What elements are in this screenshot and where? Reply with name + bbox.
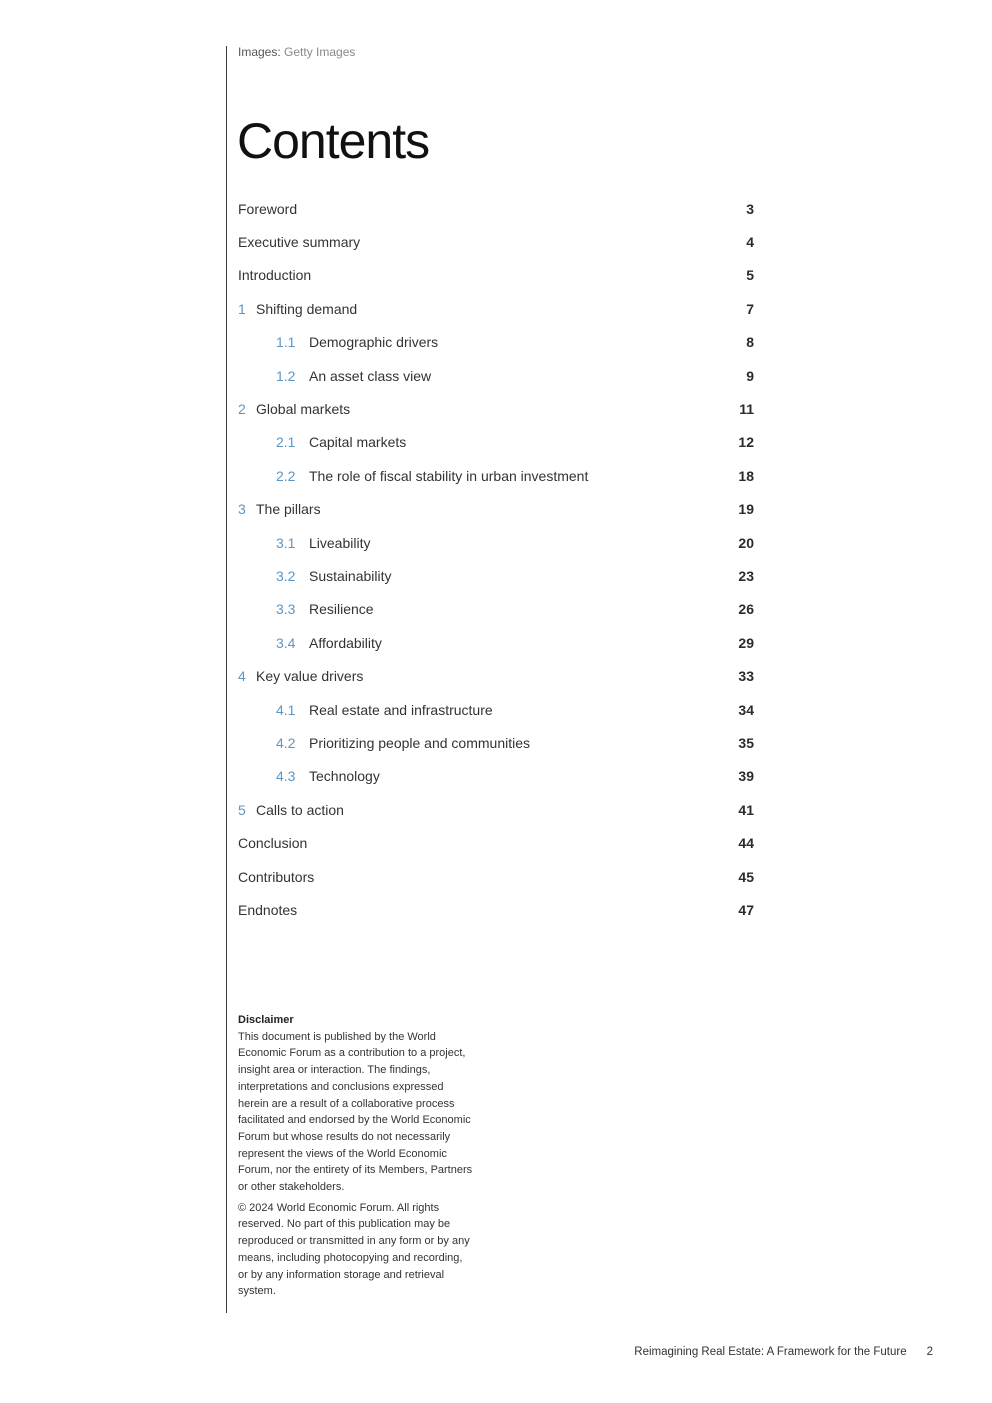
toc-entry-page-number: 47 <box>738 901 754 918</box>
toc-entry-page-number: 7 <box>746 300 754 317</box>
toc-entry-number: 3.4 <box>276 634 296 651</box>
credit-value: Getty Images <box>284 45 356 59</box>
disclaimer-heading: Disclaimer <box>238 1014 294 1026</box>
toc-entry-label: Introduction <box>238 267 312 284</box>
toc-entry-label: Demographic drivers <box>309 334 439 351</box>
toc-entry-label: Liveability <box>309 534 371 551</box>
toc-entry-number: 1 <box>238 300 246 317</box>
toc-entry[interactable] <box>238 593 754 626</box>
toc-entry-page-number: 19 <box>738 501 754 518</box>
toc-entry-page-number: 12 <box>738 434 754 451</box>
toc-entry[interactable] <box>238 726 754 759</box>
toc-entry-number: 4 <box>238 668 246 685</box>
toc-entry-page-number: 18 <box>738 467 754 484</box>
toc-entry-page-number: 35 <box>738 734 754 751</box>
toc-entry-label: Executive summary <box>238 234 361 251</box>
toc-entry-number: 5 <box>238 801 246 818</box>
toc-entry-label: Conclusion <box>238 835 308 852</box>
toc-entry[interactable] <box>238 192 754 225</box>
toc-entry-label: Endnotes <box>238 901 298 918</box>
toc-entry-label: An asset class view <box>309 367 432 384</box>
toc-entry-label: Contributors <box>238 868 315 885</box>
toc-entry[interactable] <box>238 659 754 692</box>
toc-entry-label: Shifting demand <box>256 300 358 317</box>
toc-entry-label: Calls to action <box>256 801 344 818</box>
toc-entry-page-number: 33 <box>738 668 754 685</box>
toc-entry-label: The pillars <box>256 501 321 518</box>
toc-entry-number: 1.2 <box>276 367 296 384</box>
toc-entry-page-number: 44 <box>738 835 754 852</box>
toc-entry-number: 1.1 <box>276 334 296 351</box>
toc-entry-number: 2 <box>238 401 246 418</box>
toc-entry[interactable] <box>238 793 754 826</box>
footer-page-number: 2 <box>926 1346 933 1358</box>
toc-entry[interactable] <box>238 292 754 325</box>
toc-entry-page-number: 26 <box>738 601 754 618</box>
toc-entry-label: Capital markets <box>309 434 407 451</box>
toc-entry[interactable] <box>238 225 754 258</box>
toc-entry-number: 3.2 <box>276 567 296 584</box>
toc-entry-label: Key value drivers <box>256 668 364 685</box>
toc-entry-label: Prioritizing people and communities <box>309 734 530 751</box>
toc-entry-page-number: 9 <box>746 367 754 384</box>
copyright-notice: © 2024 World Economic Forum. All rights reserved. No part of this publication may be reproduced or transmitted in any form or by any means, including photocopying and recording, or by any information storage and retrieval system. <box>238 1201 470 1298</box>
toc-entry-page-number: 11 <box>739 401 754 418</box>
toc-entry-page-number: 29 <box>738 634 754 651</box>
page-footer <box>634 1346 933 1358</box>
toc-entry-label: Real estate and infrastructure <box>309 701 493 718</box>
toc-entry[interactable] <box>238 259 754 292</box>
page-title: Contents <box>237 113 430 169</box>
toc-entry-page-number: 41 <box>738 801 754 818</box>
toc-entry-page-number: 34 <box>738 701 754 718</box>
toc-entry-page-number: 3 <box>746 200 754 217</box>
toc-entry-label: Sustainability <box>309 567 392 584</box>
footer-title-rest: A Framework for the Future <box>764 1346 907 1358</box>
toc-entry-page-number: 23 <box>738 567 754 584</box>
toc-entry-number: 4.3 <box>276 768 296 785</box>
toc-entry-label: The role of fiscal stability in urban investment <box>309 467 589 484</box>
toc-entry[interactable] <box>238 760 754 793</box>
toc-entry-page-number: 45 <box>738 868 754 885</box>
toc-entry-number: 4.2 <box>276 734 296 751</box>
toc-entry-label: Foreword <box>238 200 298 217</box>
toc-entry-label: Resilience <box>309 601 374 618</box>
toc-entry[interactable] <box>238 860 754 893</box>
table-of-contents <box>238 192 754 927</box>
toc-entry-number: 4.1 <box>276 701 296 718</box>
toc-entry-number: 3.3 <box>276 601 296 618</box>
toc-entry-number: 2.1 <box>276 434 296 451</box>
toc-entry[interactable] <box>238 526 754 559</box>
toc-entry[interactable] <box>238 426 754 459</box>
toc-entry[interactable] <box>238 626 754 659</box>
toc-entry-number: 3 <box>238 501 246 518</box>
toc-entry[interactable] <box>238 326 754 359</box>
toc-entry-number: 2.2 <box>276 467 296 484</box>
disclaimer-body: This document is published by the World Economic Forum as a contribution to a project, insight area or interaction. The findings, interpretations and conclusions expressed herein are a result of a collaborative process facilitated and endorsed by the World Economic Forum but whose results do not necessarily represent the views of the World Economic Forum, nor the entirety of its Members, Partners or other stakeholders. <box>238 1030 473 1194</box>
footer-title-bold: Reimagining Real Estate: <box>634 1346 765 1358</box>
toc-entry-page-number: 4 <box>746 234 754 251</box>
disclaimer-block <box>238 1012 474 1300</box>
credit-label: Images: <box>238 45 281 59</box>
image-credit <box>238 44 355 60</box>
toc-entry[interactable] <box>238 493 754 526</box>
toc-entry[interactable] <box>238 559 754 592</box>
toc-entry-label: Technology <box>309 768 380 785</box>
toc-entry[interactable] <box>238 459 754 492</box>
toc-entry-page-number: 5 <box>746 267 754 284</box>
toc-entry[interactable] <box>238 392 754 425</box>
toc-entry[interactable] <box>238 826 754 859</box>
toc-entry[interactable] <box>238 893 754 926</box>
toc-entry-number: 3.1 <box>276 534 296 551</box>
toc-entry-page-number: 8 <box>746 334 754 351</box>
toc-entry[interactable] <box>238 359 754 392</box>
toc-entry-page-number: 39 <box>738 768 754 785</box>
toc-entry-label: Affordability <box>309 634 382 651</box>
toc-entry-label: Global markets <box>256 401 351 418</box>
left-vertical-rule <box>226 46 227 1313</box>
toc-entry[interactable] <box>238 693 754 726</box>
toc-entry-page-number: 20 <box>738 534 754 551</box>
